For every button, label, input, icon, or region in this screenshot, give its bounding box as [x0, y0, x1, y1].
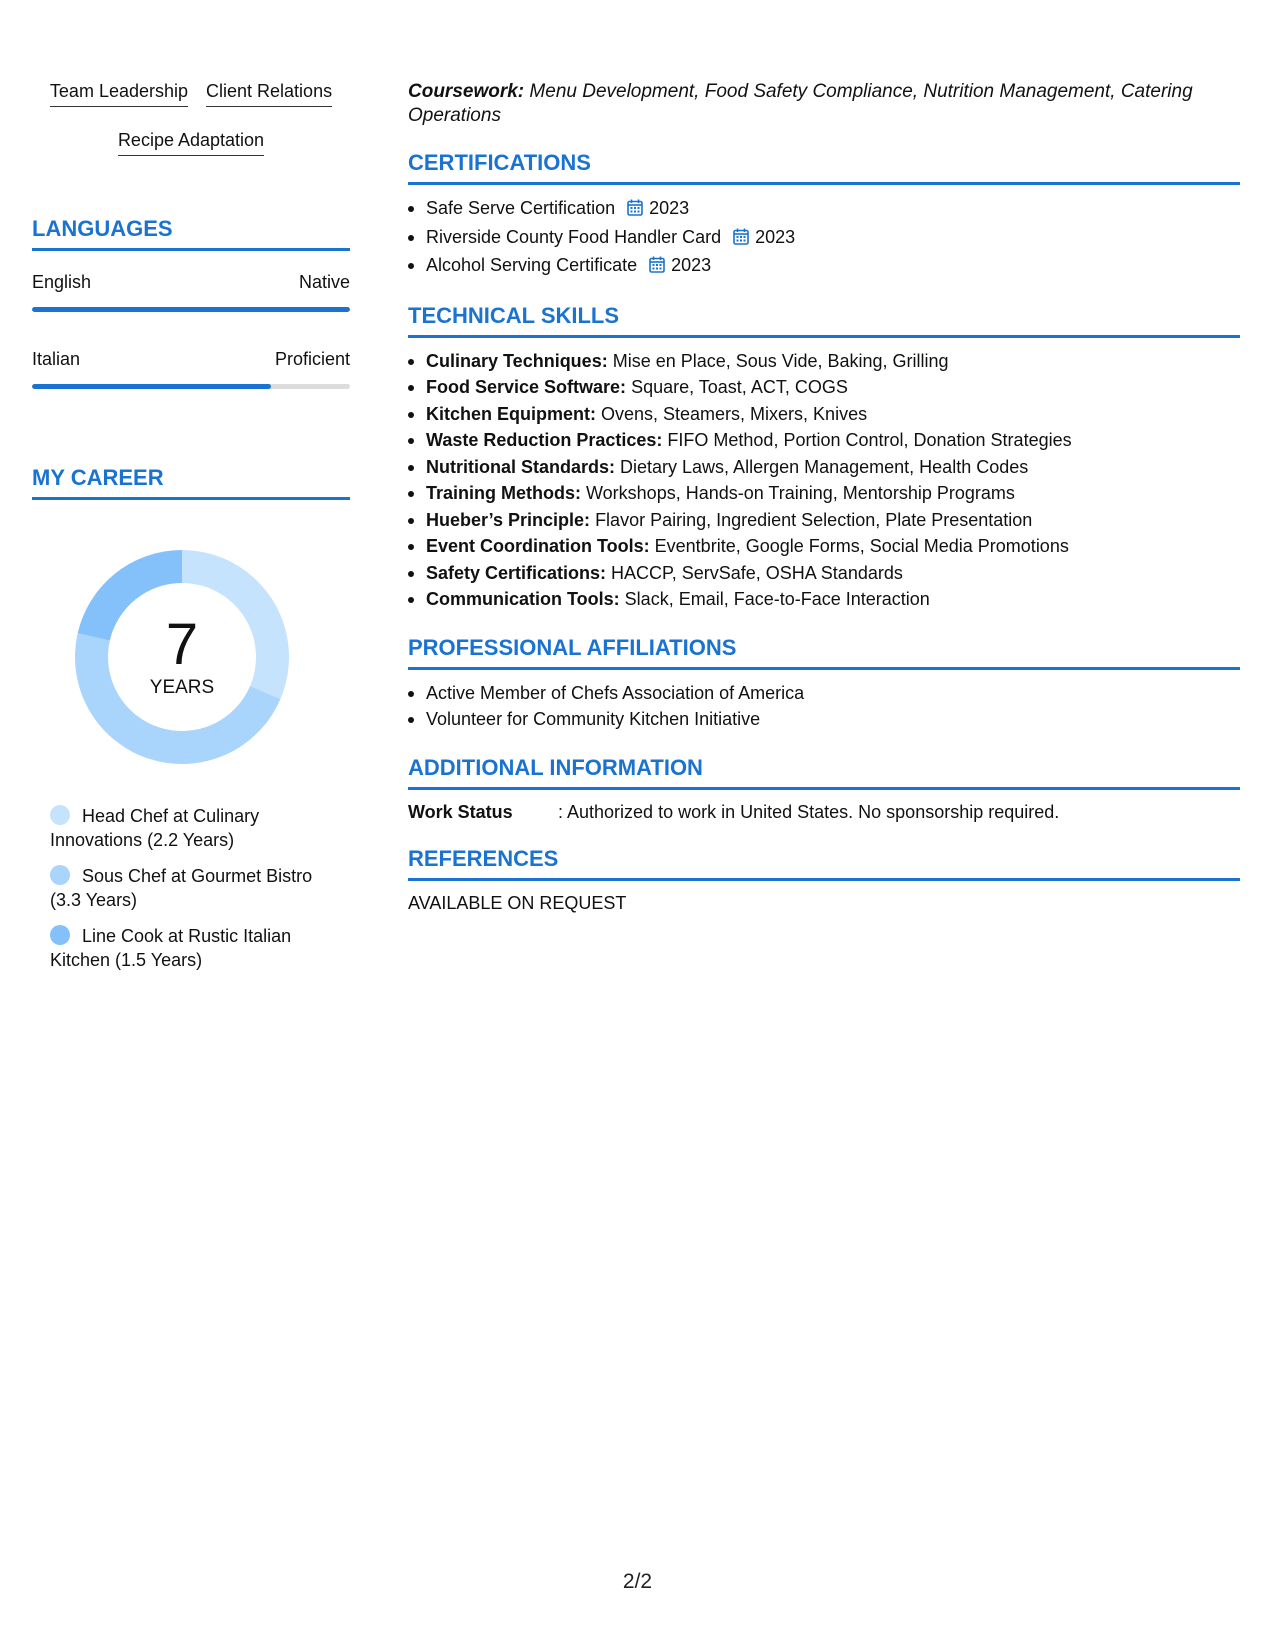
technical-skill-item: [408, 401, 1240, 428]
certification-name: Riverside County Food Handler Card: [426, 226, 722, 247]
list-item: Volunteer for Community Kitchen Initiative: [408, 706, 1240, 733]
language-level: Proficient: [274, 349, 350, 369]
additional-info-title: ADDITIONAL INFORMATION: [408, 755, 1240, 790]
certification-name: Alcohol Serving Certificate: [426, 255, 638, 275]
page-number: 2/2: [622, 1570, 653, 1593]
skills-tags: [32, 80, 350, 156]
certification-year: 2023: [649, 198, 690, 218]
technical-skill-item: [408, 560, 1240, 587]
references-text: AVAILABLE ON REQUEST: [408, 892, 627, 913]
language-name: English: [32, 272, 92, 292]
skill-tag: Recipe Adaptation: [118, 129, 264, 156]
work-status-text: : Authorized to work in United States. No sponsorship required.: [558, 801, 1060, 822]
coursework: [408, 80, 1240, 128]
skill-text: HACCP, ServSafe, OSHA Standards: [606, 562, 903, 583]
certification-year: 2023: [755, 226, 796, 247]
skill-label: Food Service Software:: [426, 377, 627, 397]
career-total-unit: YEARS: [149, 677, 215, 698]
career-legend-label: Head Chef at Culinary Innovations (2.2 Years): [50, 806, 260, 850]
certification-name: Safe Serve Certification: [426, 198, 616, 218]
certifications-title: CERTIFICATIONS: [408, 150, 1240, 185]
technical-skill-item: [408, 586, 1240, 613]
language-row: [32, 271, 350, 312]
skill-label: Safety Certifications:: [426, 562, 607, 583]
career-legend-item: [50, 804, 332, 852]
skill-label: Training Methods:: [426, 483, 581, 503]
skill-text: Mise en Place, Sous Vide, Baking, Grilling: [607, 350, 949, 371]
skill-text: FIFO Method, Portion Control, Donation Strategies: [662, 430, 1072, 450]
skill-text: Dietary Laws, Allergen Management, Health Codes: [615, 456, 1029, 477]
certification-item: [408, 195, 1240, 224]
skill-text: Eventbrite, Google Forms, Social Media Promotions: [649, 536, 1069, 556]
career-legend-item: [50, 864, 332, 912]
skill-text: Flavor Pairing, Ingredient Selection, Plate Presentation: [590, 509, 1033, 530]
skill-text: Square, Toast, ACT, COGS: [626, 377, 848, 397]
career-legend-label: Sous Chef at Gourmet Bistro (3.3 Years): [50, 866, 313, 910]
calendar-icon: [733, 226, 749, 253]
skill-label: Hueber’s Principle:: [426, 509, 591, 530]
certifications-section: [408, 150, 1240, 281]
technical-skills-title: TECHNICAL SKILLS: [408, 303, 1240, 338]
languages-title: LANGUAGES: [32, 216, 350, 251]
language-name: Italian: [32, 349, 81, 369]
skill-text: Ovens, Steamers, Mixers, Knives: [596, 403, 868, 424]
certification-item: [408, 252, 1240, 281]
legend-dot: [50, 925, 70, 945]
skill-label: Culinary Techniques:: [426, 350, 608, 371]
coursework-text: Menu Development, Food Safety Compliance, Nutrition Management, Catering Operations: [408, 81, 1193, 126]
career-title: MY CAREER: [32, 465, 350, 500]
affiliations-title: PROFESSIONAL AFFILIATIONS: [408, 635, 1240, 670]
additional-info-section: [408, 755, 1240, 824]
skill-text: Workshops, Hands-on Training, Mentorship Programs: [581, 483, 1015, 503]
technical-skill-item: [408, 480, 1240, 507]
technical-skill-item: [408, 374, 1240, 401]
legend-dot: [50, 805, 70, 825]
skill-tag: Client Relations: [206, 80, 332, 107]
skill-label: Communication Tools:: [426, 589, 620, 609]
skill-text: Slack, Email, Face-to-Face Interaction: [619, 589, 930, 609]
language-row: [32, 348, 350, 389]
career-legend: [32, 804, 332, 972]
technical-skill-item: [408, 454, 1240, 481]
certifications-list: [408, 195, 1240, 281]
language-level-bar: [32, 307, 350, 312]
career-legend-item: [50, 924, 332, 972]
references-title: REFERENCES: [408, 846, 1240, 881]
work-status-row: [408, 800, 1240, 824]
calendar-icon: [649, 254, 665, 281]
affiliations-section: [408, 635, 1240, 733]
affiliations-list: [408, 680, 1240, 733]
certification-year: 2023: [671, 255, 712, 275]
career-total-number: 7: [165, 612, 199, 677]
career-donut-chart: [67, 542, 297, 772]
skill-label: Waste Reduction Practices:: [426, 430, 663, 450]
certification-item: [408, 224, 1240, 253]
technical-skill-item: [408, 427, 1240, 454]
skill-tag: Team Leadership: [50, 80, 188, 107]
list-item: Active Member of Chefs Association of America: [408, 680, 1240, 707]
legend-dot: [50, 865, 70, 885]
language-level: Native: [298, 272, 350, 292]
work-status-label: Work Status: [408, 801, 513, 822]
references-section: [408, 846, 1240, 915]
skill-label: Nutritional Standards:: [426, 456, 616, 477]
coursework-label: Coursework:: [408, 81, 525, 102]
left-column: [32, 80, 350, 984]
technical-skill-item: [408, 507, 1240, 534]
technical-skills-section: [408, 303, 1240, 613]
career-legend-label: Line Cook at Rustic Italian Kitchen (1.5 Years): [50, 926, 292, 970]
skill-label: Kitchen Equipment:: [426, 403, 596, 424]
career-section: [32, 465, 350, 972]
technical-skill-item: [408, 533, 1240, 560]
right-column: [408, 80, 1240, 915]
language-level-bar: [32, 384, 350, 389]
skill-label: Event Coordination Tools:: [426, 536, 650, 556]
languages-section: [32, 216, 350, 389]
language-level-fill: [32, 384, 271, 389]
technical-skill-item: [408, 348, 1240, 375]
technical-skills-list: [408, 348, 1240, 613]
calendar-icon: [627, 197, 643, 224]
language-level-fill: [32, 307, 350, 312]
